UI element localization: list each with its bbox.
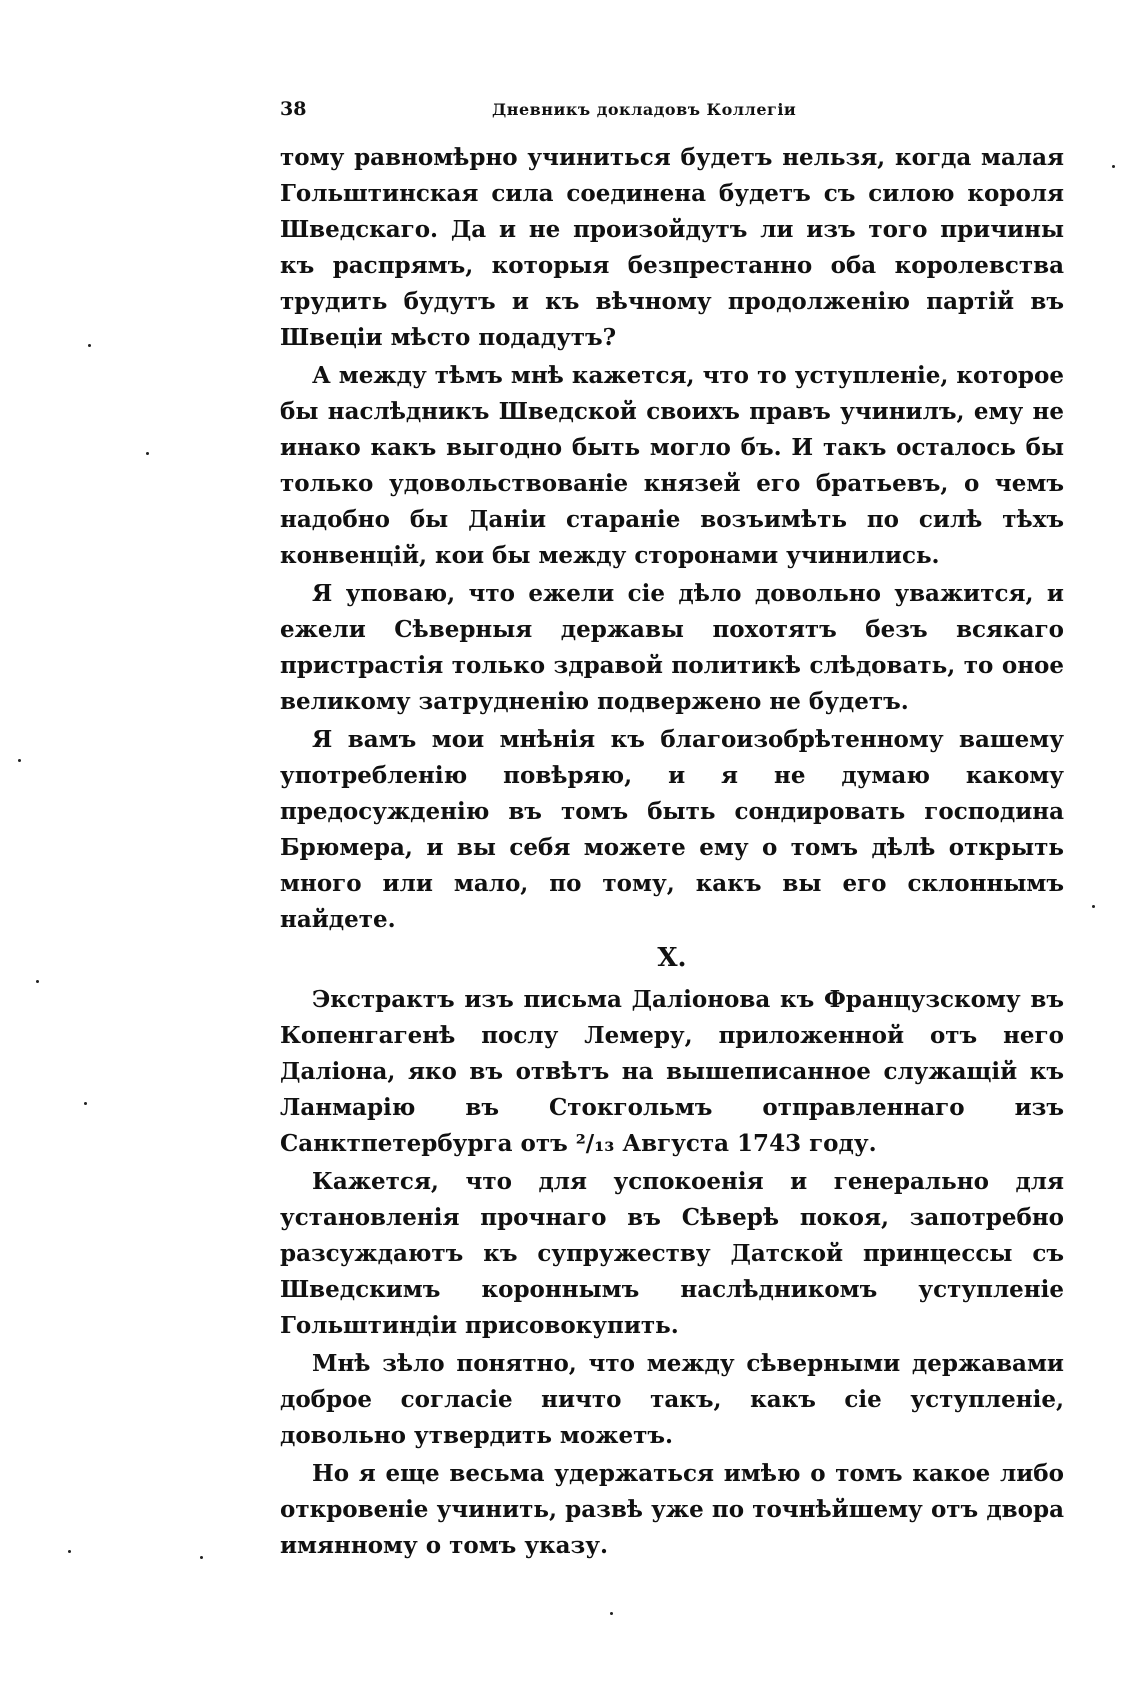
paragraph: Но я еще весьма удержаться имѣю о томъ какое либо откровеніе учинить, развѣ уже по точнѣйшему отъ двора имянному о томъ указу. [280, 1460, 1064, 1559]
running-head-title: Дневникъ докладовъ Коллегіи [492, 100, 797, 119]
paragraph: Я вамъ мои мнѣнія къ благоизобрѣтенному вашему употребленію повѣряю, и я не думаю какому предосужденію въ томъ быть сондировать господина Брюмера, и вы себя можете ему о томъ дѣлѣ открыть много или мало, по тому, какъ вы его склоннымъ найдете. [280, 726, 1064, 933]
section-heading: X. [657, 943, 687, 973]
scan-speck [610, 1612, 613, 1615]
scan-speck [1092, 905, 1095, 908]
scan-speck [36, 980, 39, 983]
scan-speck [18, 759, 21, 762]
body-text [280, 140, 1064, 1564]
paragraph: А между тѣмъ мнѣ кажется, что то уступленіе, которое бы наслѣдникъ Шведской своихъ правъ учинилъ, ему не инако какъ выгодно быть могло бъ. И такъ осталось бы только удовольствованіе князей его братьевъ, о чемъ надобно бы Даніи стараніе возъимѣть по силѣ тѣхъ конвенцій, кои бы между сторонами учинились. [280, 362, 1064, 569]
scan-speck [1112, 165, 1115, 168]
scan-speck [146, 452, 149, 455]
scan-speck [88, 344, 91, 347]
extract-title-paragraph: Экстрактъ изъ письма Даліонова къ Французскому въ Копенгагенѣ послу Лемеру, приложенной отъ него Даліона, яко въ отвѣтъ на вышеписанное служащій къ Ланмарію въ Стокгольмъ отправленнаго изъ Санктпетербурга отъ ²/₁₃ Августа 1743 году. [280, 986, 1064, 1157]
page-number: 38 [280, 98, 307, 120]
paragraph: Я уповаю, что ежели сіе дѣло довольно уважится, и ежели Сѣверныя державы похотятъ безъ всякаго пристрастія только здравой политикѣ слѣдовать, то оное великому затрудненію подвержено не будетъ. [280, 580, 1064, 715]
scan-speck [200, 1556, 203, 1559]
scan-speck [84, 1102, 87, 1105]
paragraph: тому равномѣрно учиниться будетъ нельзя, когда малая Гольштинская сила соединена будетъ съ силою короля Шведскаго. Да и не произойдутъ ли изъ того причины къ распрямъ, которыя безпрестанно оба королевства трудить будутъ и къ вѣчному продолженію партій въ Швеціи мѣсто подадутъ? [280, 144, 1064, 351]
running-head [280, 98, 1060, 124]
paragraph: Мнѣ зѣло понятно, что между сѣверными державами доброе согласіе ничто такъ, какъ сіе уступленіе, довольно утвердить можетъ. [280, 1350, 1064, 1449]
scan-speck [68, 1550, 71, 1553]
paragraph: Кажется, что для успокоенія и генерально для установленія прочнаго въ Сѣверѣ покоя, запотребно разсуждаютъ къ супружеству Датской принцессы съ Шведскимъ короннымъ наслѣдникомъ уступленіе Гольштиндіи присовокупить. [280, 1168, 1064, 1339]
